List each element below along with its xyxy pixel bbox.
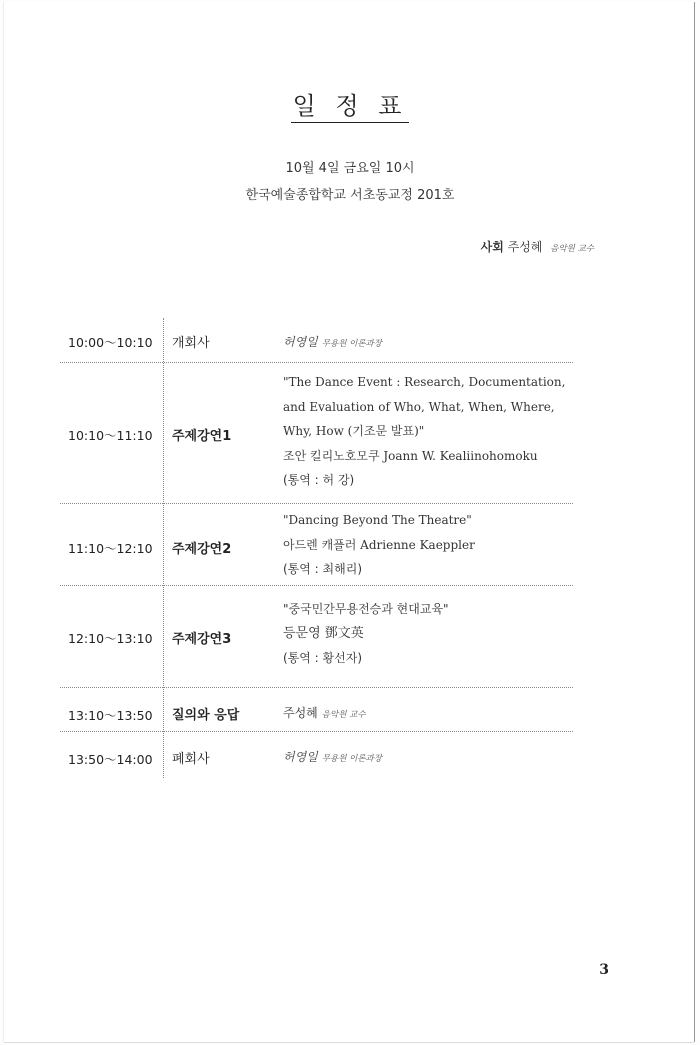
schedule-label: 주제강연1: [172, 429, 232, 444]
schedule-label: 주제강연2: [172, 542, 232, 557]
row-divider: [60, 362, 573, 363]
speaker-name: 허영일: [283, 750, 318, 764]
column-divider: [163, 318, 164, 778]
host-name: 주성혜: [507, 240, 543, 254]
lecturer-name: 등문영 鄧文英: [283, 625, 364, 641]
lecturer-name: 조안 킬리노호모쿠 Joann W. Kealiinohomoku: [283, 448, 538, 463]
schedule-label: 주제강연3: [172, 632, 232, 647]
interpreter: (통역 : 황선자): [283, 651, 362, 665]
schedule-detail: [283, 748, 382, 765]
lecture-title-line: "The Dance Event : Research, Documentation,: [283, 375, 566, 389]
speaker-name: 주성혜: [283, 706, 318, 720]
page-title: 일 정 표: [0, 86, 700, 121]
lecture-title-line: and Evaluation of Who, What, When, Where,: [283, 399, 555, 414]
schedule-label: 폐회사: [172, 752, 210, 767]
speaker-role: 무용원 이론과장: [321, 754, 382, 764]
schedule-detail: [283, 370, 565, 493]
schedule-label: 개회사: [172, 336, 210, 351]
host-role: 음악원 교수: [550, 244, 594, 254]
row-divider: [60, 503, 573, 504]
interpreter: (통역 : 최해리): [283, 562, 362, 576]
lecture-title-line: "중국민간무용전승과 현대교육": [283, 602, 449, 616]
schedule-time: 12:10～13:10: [68, 631, 153, 646]
schedule-time: 10:10～11:10: [68, 428, 153, 443]
schedule-time: 13:50～14:00: [68, 752, 153, 767]
row-divider: [60, 585, 573, 586]
row-divider: [60, 731, 573, 732]
host-line: [481, 238, 594, 255]
speaker-role: 무용원 이론과장: [321, 339, 382, 349]
row-divider: [60, 687, 573, 688]
schedule-detail: [283, 597, 449, 671]
schedule-time: 10:00～10:10: [68, 335, 153, 350]
lecturer-name: 아드렌 캐플러 Adrienne Kaeppler: [283, 537, 475, 552]
schedule-detail: [283, 704, 366, 721]
lecture-title-line: "Dancing Beyond The Theatre": [283, 513, 472, 527]
interpreter: (통역 : 허 강): [283, 473, 355, 487]
speaker-role: 음악원 교수: [321, 710, 366, 720]
schedule-label: 질의와 응답: [172, 708, 240, 723]
schedule-detail: [283, 508, 475, 582]
schedule-time: 13:10～13:50: [68, 708, 153, 723]
event-date: 10월 4일 금요일 10시: [285, 161, 415, 176]
lecture-title-line: Why, How (기조문 발표)": [283, 424, 425, 438]
speaker-name: 허영일: [283, 335, 318, 349]
page-number: 3: [599, 962, 609, 978]
host-label: 사회: [480, 240, 504, 254]
event-venue: 한국예술종합학교 서초동교정 201호: [245, 188, 455, 203]
schedule-detail: [283, 333, 382, 350]
schedule-time: 11:10～12:10: [68, 541, 153, 556]
